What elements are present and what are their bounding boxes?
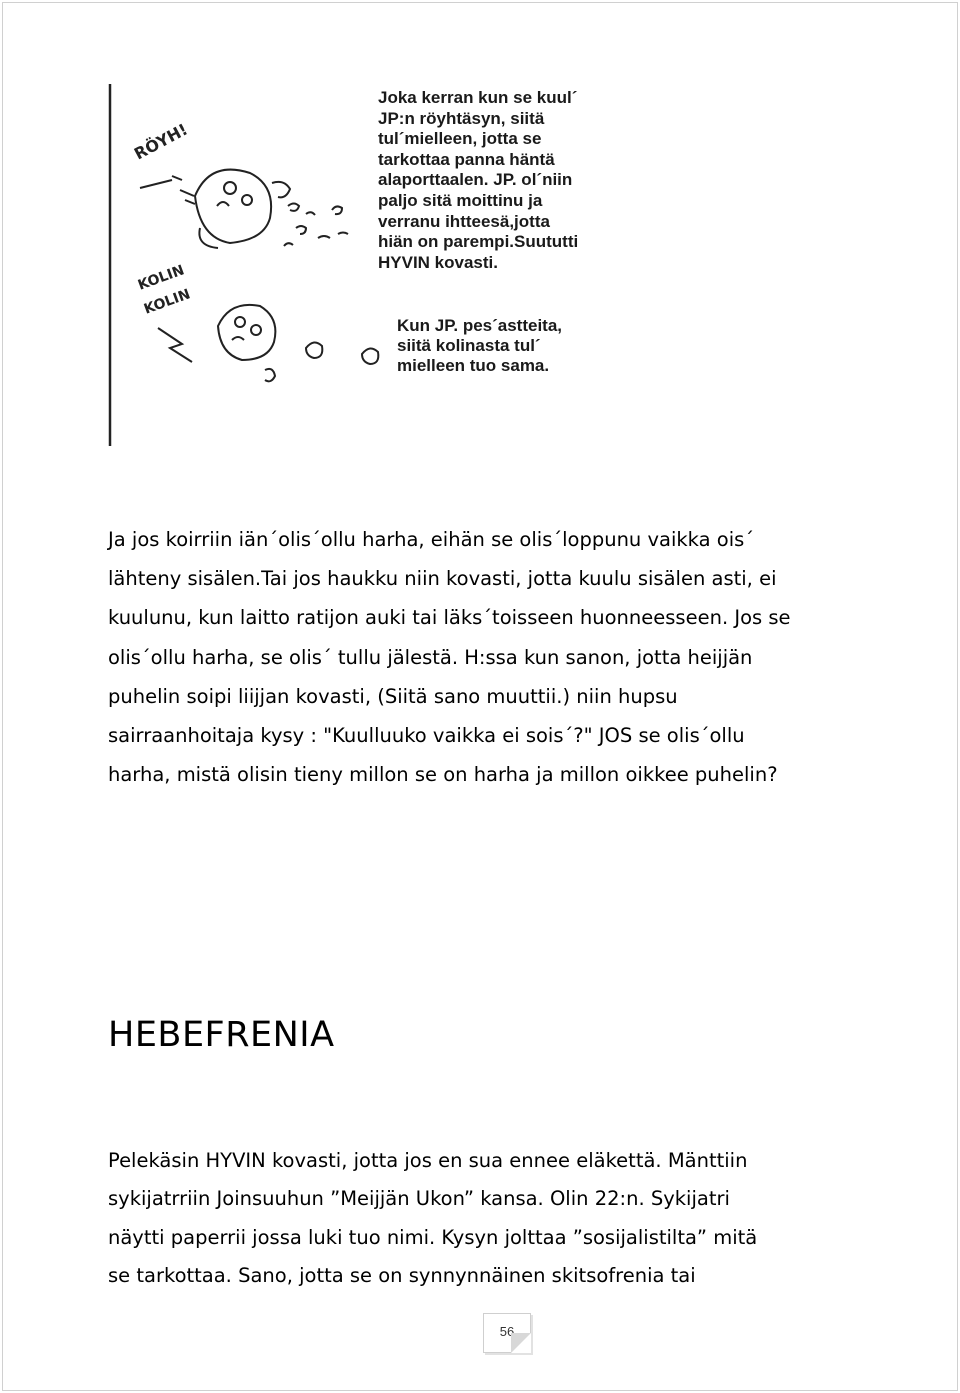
page-number-box	[483, 1313, 531, 1353]
sketch-figure-top	[140, 170, 348, 248]
text-line: lähteny sisälen.Tai jos haukku niin kovasti, jotta kuulu sisälen asti, ei	[108, 567, 777, 591]
caption-line: tarkottaa panna häntä	[378, 149, 555, 169]
sketch-word-kolin-1: KOLIN	[135, 262, 187, 294]
cartoon-illustration	[100, 78, 620, 450]
caption-line: mielleen tuo sama.	[397, 356, 550, 375]
text-line: Ja jos koirriin iän´olis´ollu harha, eihän se olis´loppunu vaikka ois´	[108, 528, 755, 551]
caption-line: JP:n röyhtäsyn, siitä	[378, 108, 545, 128]
caption-line: siitä kolinasta tul´	[397, 336, 541, 355]
text-line: se tarkottaa. Sano, jotta se on synnynnäinen skitsofrenia tai	[108, 1264, 696, 1288]
caption-line: verranu ihtteesä,jotta	[378, 211, 550, 231]
caption-line: alaporttaalen. JP. ol´niin	[378, 170, 573, 190]
caption-line: tul´mielleen, jotta se	[378, 129, 542, 149]
text-line: puhelin soipi liijjan kovasti, (Siitä sano muuttii.) niin hupsu	[108, 684, 678, 708]
caption-line: Joka kerran kun se kuul´	[378, 88, 578, 107]
section-heading: HEBEFRENIA	[108, 1015, 335, 1055]
text-line: näytti paperrii jossa luki tuo nimi. Kysyn jolttaa ”sosijalistilta” mitä	[108, 1225, 758, 1249]
caption-line: HYVIN kovasti.	[378, 252, 498, 272]
caption-line: hiän on parempi.Suututti	[378, 232, 579, 252]
text-line: Pelekäsin HYVIN kovasti, jotta jos en sua ennee eläkettä. Mänttiin	[108, 1149, 748, 1172]
sketch-word-kolin-2: KOLIN	[141, 286, 193, 318]
text-line: harha, mistä olisin tieny millon se on harha ja millon oikkee puhelin?	[108, 763, 778, 787]
illustration-caption-bottom	[397, 316, 562, 376]
page-curl-icon	[511, 1333, 531, 1353]
caption-line: paljo sitä moittinu ja	[378, 190, 543, 210]
text-line: olis´ollu harha, se olis´ tullu jälestä. H:ssa kun sanon, jotta heijjän	[108, 645, 753, 669]
illustration-caption-top	[378, 88, 578, 273]
caption-line: Kun JP. pes´astteita,	[397, 316, 563, 335]
text-line: kuulunu, kun laitto ratijon auki tai läks´toisseen huonneesseen. Jos se	[108, 606, 791, 630]
sketch-figure-bottom	[158, 305, 378, 381]
text-line: sykijatrriin Joinsuuhun ”Meijjän Ukon” kansa. Olin 22:n. Sykijatri	[108, 1187, 730, 1211]
sketch-word-royh: RÖYH!	[130, 119, 191, 164]
page-number: 56	[499, 1324, 515, 1339]
text-line: sairraanhoitaja kysy : "Kuulluuko vaikka ei sois´?" JOS se olis´ollu	[108, 724, 745, 748]
body-paragraph-2	[108, 1142, 908, 1296]
body-paragraph-1	[108, 520, 898, 794]
